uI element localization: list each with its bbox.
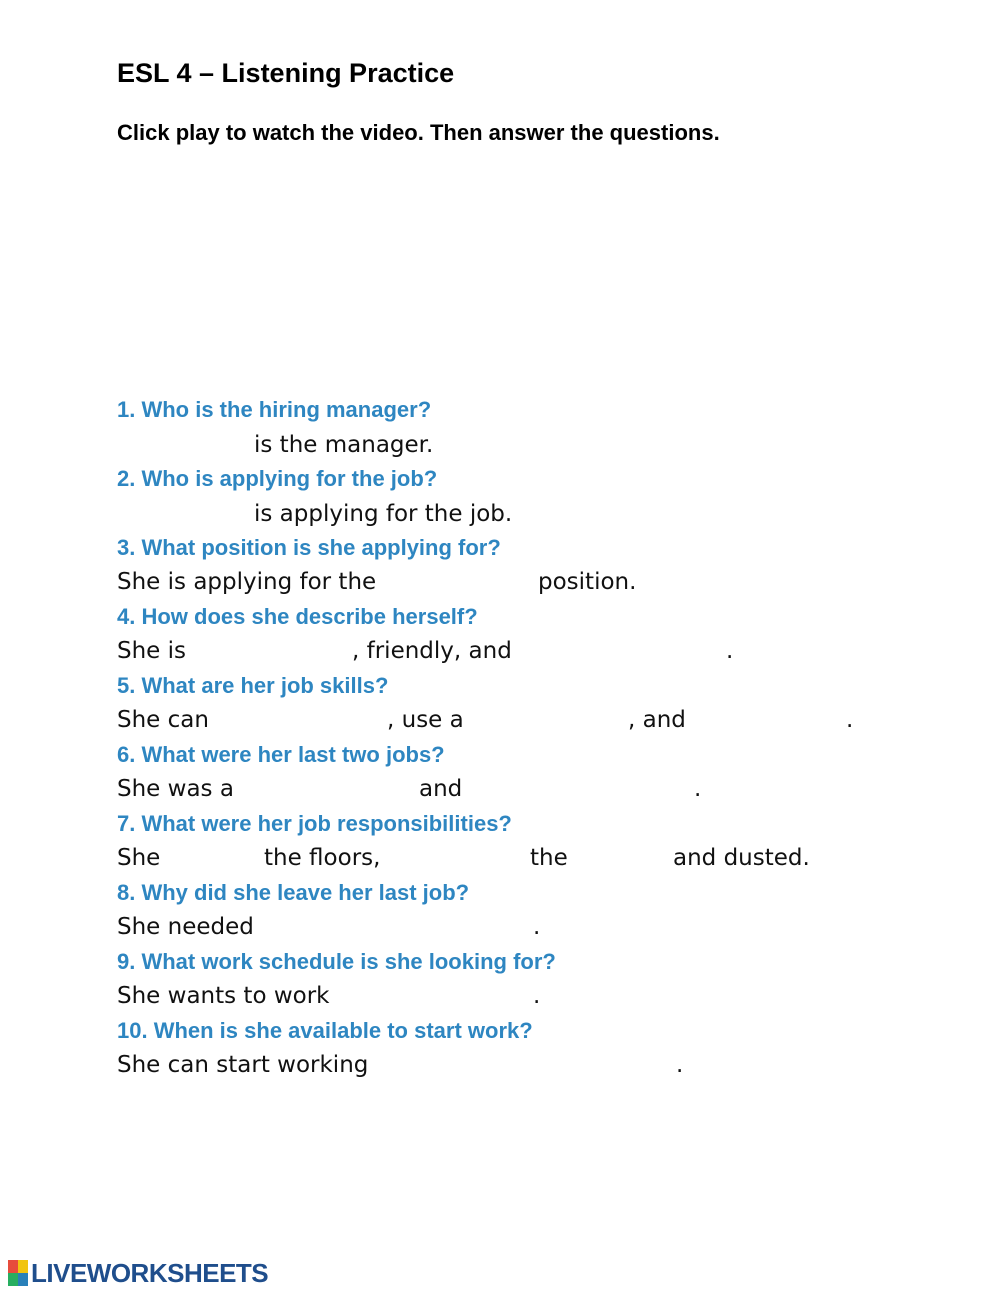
liveworksheets-logo[interactable] <box>8 1258 268 1288</box>
question-4: 4. How does she describe herself? <box>117 604 478 629</box>
question-1: 1. Who is the hiring manager? <box>117 397 432 422</box>
answer-blank-5b[interactable] <box>476 707 621 735</box>
question-3: 3. What position is she applying for? <box>117 535 501 560</box>
question-5: 5. What are her job skills? <box>117 673 389 698</box>
answer-text: the <box>530 845 568 871</box>
answer-blank-10a[interactable] <box>392 1052 672 1080</box>
question-7: 7. What were her job responsibilities? <box>117 811 512 836</box>
page-title: ESL 4 – Listening Practice <box>117 58 455 88</box>
answer-blank-4a[interactable] <box>192 638 347 666</box>
answer-text: , friendly, and <box>352 638 512 664</box>
answer-text: . <box>726 638 734 664</box>
answer-text: She was a <box>117 776 234 802</box>
logo-square-green <box>8 1273 18 1286</box>
answer-text: She needed <box>117 914 254 940</box>
answer-blank-9a[interactable] <box>350 983 528 1011</box>
answer-blank-3a[interactable] <box>400 569 530 597</box>
answer-text: position. <box>538 569 637 595</box>
answer-text: , use a <box>387 707 464 733</box>
logo-text: LIVEWORKSHEETS <box>31 1257 269 1288</box>
answer-text: She is applying for the <box>117 569 377 595</box>
video-placeholder[interactable] <box>117 170 877 380</box>
answer-blank-6a[interactable] <box>252 776 412 804</box>
instructions: Click play to watch the video. Then answer the questions. <box>117 120 720 145</box>
answer-text: . <box>533 914 541 940</box>
answer-text: She can start working <box>117 1052 369 1078</box>
answer-text: the floors, <box>264 845 381 871</box>
logo-square-blue <box>18 1273 28 1286</box>
answer-blank-6b[interactable] <box>478 776 688 804</box>
answer-text: is the manager. <box>254 432 434 458</box>
answer-text: . <box>694 776 702 802</box>
answer-text: . <box>533 983 541 1009</box>
question-2: 2. Who is applying for the job? <box>117 466 438 491</box>
answer-text: and <box>419 776 463 802</box>
question-6: 6. What were her last two jobs? <box>117 742 445 767</box>
answer-text: She is <box>117 638 187 664</box>
answer-text: She can <box>117 707 209 733</box>
question-9: 9. What work schedule is she looking for? <box>117 949 556 974</box>
answer-blank-7b[interactable] <box>392 845 522 873</box>
answer-blank-8a[interactable] <box>278 914 528 942</box>
answer-text: , and <box>628 707 686 733</box>
answer-blank-4b[interactable] <box>530 638 720 666</box>
answer-text: She wants to work <box>117 983 330 1009</box>
answer-blank-5a[interactable] <box>226 707 381 735</box>
liveworksheets-logo-icon <box>8 1260 28 1286</box>
answer-blank-5c[interactable] <box>700 707 840 735</box>
answer-blank-2a[interactable] <box>117 501 247 529</box>
logo-square-yellow <box>18 1260 28 1273</box>
answer-blank-7c[interactable] <box>578 845 666 873</box>
logo-square-red <box>8 1260 18 1273</box>
answer-text: is applying for the job. <box>254 501 513 527</box>
answer-text: . <box>846 707 854 733</box>
question-10: 10. When is she available to start work? <box>117 1018 533 1043</box>
answer-text: . <box>676 1052 684 1078</box>
answer-text: and dusted. <box>673 845 810 871</box>
answer-blank-1a[interactable] <box>117 432 247 460</box>
answer-text: She <box>117 845 161 871</box>
answer-blank-7a[interactable] <box>168 845 258 873</box>
question-8: 8. Why did she leave her last job? <box>117 880 470 905</box>
